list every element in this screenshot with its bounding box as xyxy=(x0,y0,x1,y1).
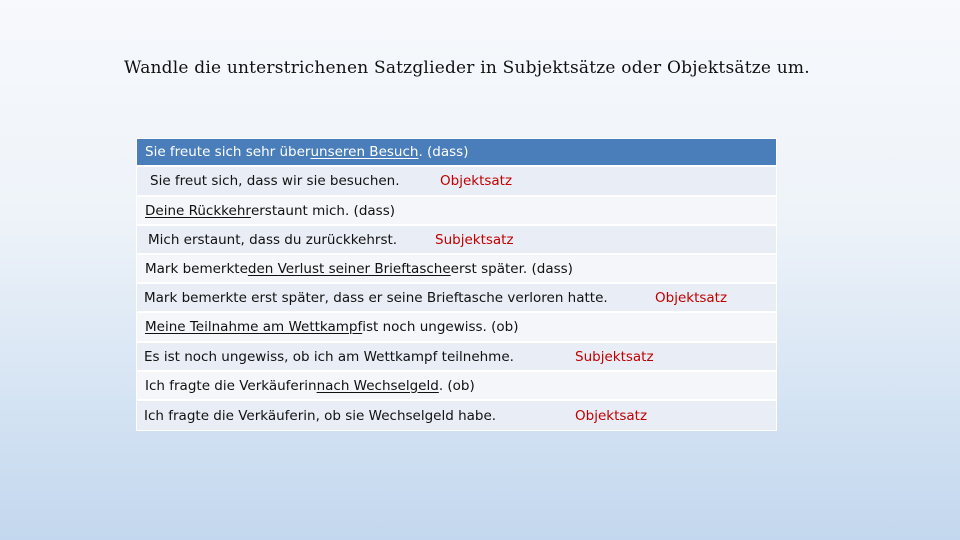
answer-text: Mich erstaunt, dass du zurückkehrst. xyxy=(148,231,398,248)
answer-label: Objektsatz xyxy=(655,289,728,306)
answer-row-1 xyxy=(137,167,776,197)
task-row-5 xyxy=(137,372,776,401)
task-row-2 xyxy=(137,197,776,226)
task-row-4 xyxy=(137,313,776,343)
task-row-1 xyxy=(137,139,776,167)
answer-label: Subjektsatz xyxy=(435,231,514,248)
task-row-3 xyxy=(137,255,776,284)
exercise-table xyxy=(136,138,777,431)
task-text: Mark bemerkte den Verlust seiner Brieftasche erst später. (dass) xyxy=(145,260,573,277)
answer-label: Objektsatz xyxy=(440,173,513,189)
answer-label: Objektsatz xyxy=(575,407,648,424)
task-text: Deine Rückkehr erstaunt mich. (dass) xyxy=(145,202,395,219)
answer-row-3 xyxy=(137,284,776,313)
answer-row-2 xyxy=(137,226,776,255)
answer-text: Mark bemerkte erst später, dass er seine Brieftasche verloren hatte. xyxy=(144,289,608,306)
answer-row-4 xyxy=(137,343,776,372)
answer-text: Es ist noch ungewiss, ob ich am Wettkampf teilnehme. xyxy=(144,348,514,365)
answer-text: Ich fragte die Verkäuferin, ob sie Wechselgeld habe. xyxy=(144,407,497,424)
answer-row-5 xyxy=(137,401,776,430)
slide-title: Wandle die unterstrichenen Satzglieder in Subjektsätze oder Objektsätze um. xyxy=(124,58,810,78)
answer-text: Sie freut sich, dass wir sie besuchen. xyxy=(150,173,400,189)
task-text: Meine Teilnahme am Wettkampf ist noch ungewiss. (ob) xyxy=(145,319,519,335)
task-text: Ich fragte die Verkäuferin nach Wechselgeld . (ob) xyxy=(145,377,475,394)
answer-label: Subjektsatz xyxy=(575,348,654,365)
task-text: Sie freute sich sehr über unseren Besuch . (dass) xyxy=(145,144,469,160)
